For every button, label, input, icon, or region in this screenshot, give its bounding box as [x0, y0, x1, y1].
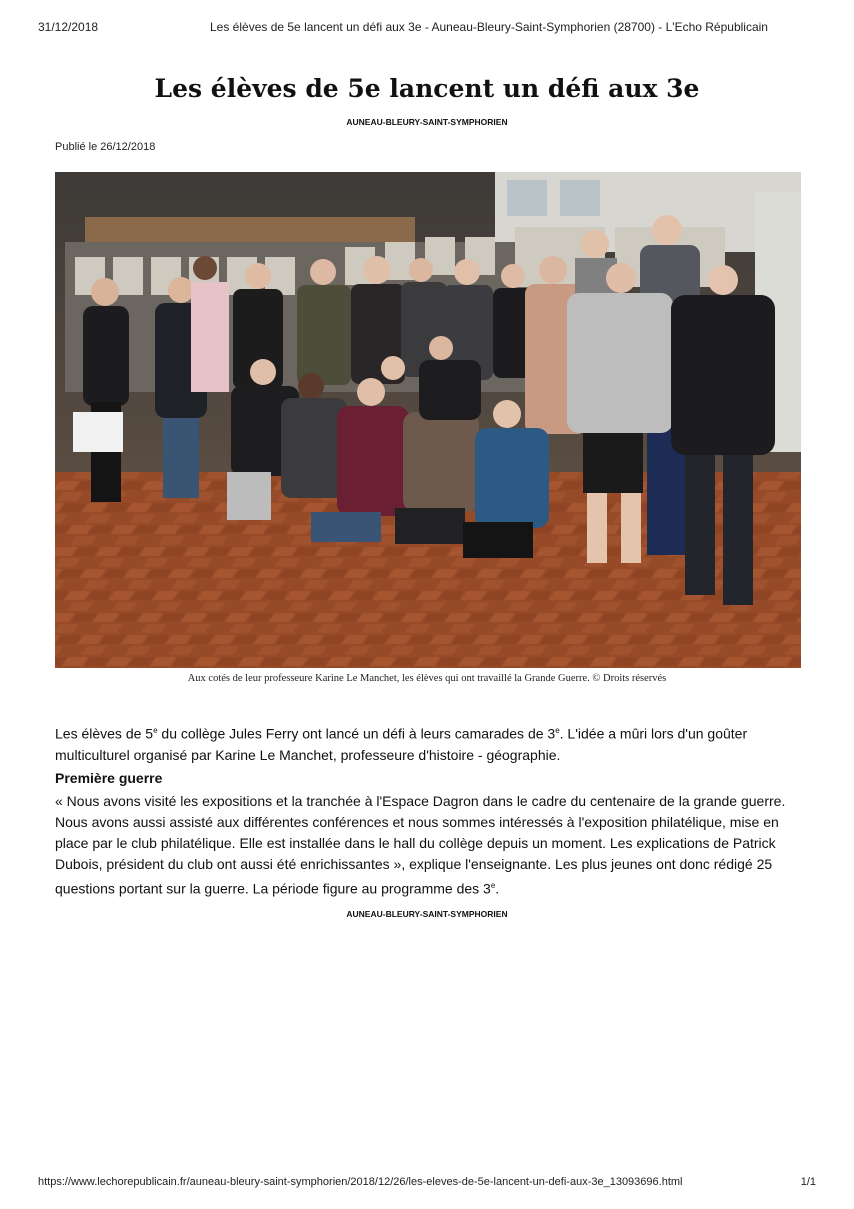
publication-date: Publié le 26/12/2018 — [55, 141, 156, 153]
group-photo-illustration — [55, 172, 801, 668]
print-header — [0, 20, 854, 36]
article-intro — [55, 720, 805, 766]
bottom-kicker[interactable]: AUNEAU-BLEURY-SAINT-SYMPHORIEN — [346, 909, 508, 919]
page-url: https://www.lechorepublicain.fr/auneau-bleury-saint-symphorien/2018/12/26/les-eleves-de-5e-lancent-un-defi-aux-3e_13093696.html — [38, 1176, 683, 1188]
article-quote-paragraph — [55, 791, 805, 900]
page-count: 1/1 — [800, 1176, 816, 1188]
ordinal-superscript: e — [555, 726, 560, 735]
intro-text-start: Les élèves de 5 — [55, 725, 154, 742]
ordinal-superscript: e — [490, 881, 496, 890]
quote-text: « Nous avons visité les expositions et la tranchée à l'Espace Dagron dans le cadre du centenaire de la grande guerre. Nous avons aussi assisté aux différentes conférences et nous sommes intéressés à l'exposition philatélique, mise en place par le club philatélique. Elle est installée dans le hall du collège depuis un moment. Les explications de Patrick Dubois, président du club ont aussi été enrichissantes », explique l'enseignante. Les plus jeunes ont donc rédigé 25 questions portant sur la guerre. La période figure au programme des 3 — [55, 793, 786, 897]
article-title: Les élèves de 5e lancent un défi aux 3e — [154, 74, 700, 103]
print-page-title: Les élèves de 5e lancent un défi aux 3e - Auneau-Bleury-Saint-Symphorien (28700) - L'Echo Républicain — [210, 20, 768, 34]
ordinal-superscript: e — [153, 726, 158, 735]
print-date: 31/12/2018 — [38, 20, 99, 34]
section-subhead: Première guerre — [55, 770, 163, 786]
article-kicker[interactable]: AUNEAU-BLEURY-SAINT-SYMPHORIEN — [346, 117, 508, 127]
intro-text-end: . L'idée a mûri lors d'un goûter multiculturel organisé par Karine Le Manchet, professeure d'histoire - géographie. — [55, 725, 748, 763]
print-footer — [0, 1176, 854, 1190]
article-photo — [55, 172, 801, 668]
photo-caption: Aux cotés de leur professeure Karine Le Manchet, les élèves qui ont travaillé la Grande Guerre. © Droits réservés — [187, 673, 667, 684]
intro-text-middle: du collège Jules Ferry ont lancé un défi à leurs camarades de 3 — [157, 725, 556, 742]
quote-text-end: . — [495, 880, 500, 897]
